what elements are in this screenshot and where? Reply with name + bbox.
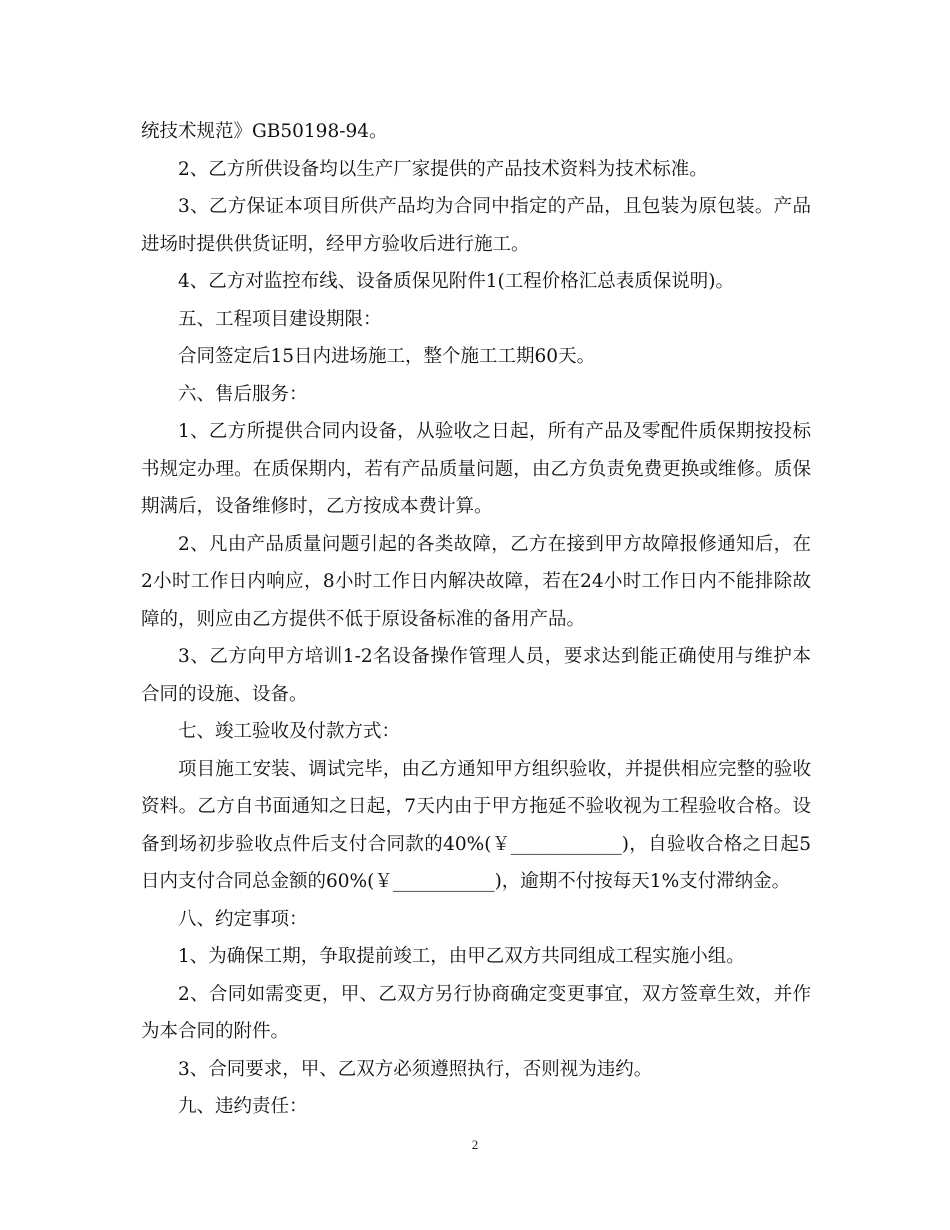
paragraph-warranty-attachment: 4、乙方对监控布线、设备质保见附件1(工程价格汇总表质保说明)。	[178, 271, 734, 292]
paragraph-construction-schedule: 合同签定后15日内进场施工，整个施工工期60天。	[178, 346, 596, 367]
paragraph-warranty-period: 1、乙方所提供合同内设备，从验收之日起，所有产品及零配件质保期按投标书规定办理。在质保期内，若有产品质量问题，由乙方负责免费更换或维修。质保期满后，设备维修时，乙方按成本费计算。	[141, 421, 811, 517]
paragraph-product-guarantee: 3、乙方保证本项目所供产品均为合同中指定的产品，且包装为原包装。产品进场时提供供货证明，经甲方验收后进行施工。	[141, 196, 811, 255]
paragraph-acceptance-payment-terms: 项目施工安装、调试完毕，由乙方通知甲方组织验收，并提供相应完整的验收资料。乙方自书面通知之日起，7天内由于甲方拖延不验收视为工程验收合格。设备到场初步验收点件后支付合同款的40%(￥____________)，自验收合格之日起5日内支付合同总金额的60%(￥___________)，逾期不付按每天1%支付滞纳金。	[141, 758, 811, 892]
section-heading-agreed-matters: 八、约定事项：	[178, 908, 308, 930]
paragraph-contract-changes: 2、合同如需变更，甲、乙双方另行协商确定变更事宜，双方签章生效，并作为本合同的附件。	[141, 983, 811, 1042]
paragraph-standard-reference: 统技术规范》GB50198-94。	[141, 121, 388, 142]
page-number: 2	[471, 1137, 479, 1152]
paragraph-project-team: 1、为确保工期，争取提前竣工，由甲乙双方共同组成工程实施小组。	[178, 946, 745, 967]
section-heading-acceptance-payment: 七、竣工验收及付款方式：	[178, 721, 401, 742]
section-heading-after-sales: 六、售后服务：	[178, 383, 308, 405]
document-body	[141, 113, 811, 1126]
paragraph-technical-standard: 2、乙方所供设备均以生产厂家提供的产品技术资料为技术标准。	[178, 158, 708, 180]
section-heading-construction-period: 五、工程项目建设期限：	[178, 308, 382, 330]
paragraph-staff-training: 3、乙方向甲方培训1-2名设备操作管理人员，要求达到能正确使用与维护本合同的设施、设备。	[141, 646, 811, 705]
paragraph-compliance: 3、合同要求，甲、乙双方必须遵照执行，否则视为违约。	[178, 1058, 653, 1080]
section-heading-liability: 九、违约责任：	[178, 1096, 308, 1117]
paragraph-fault-response: 2、凡由产品质量问题引起的各类故障，乙方在接到甲方故障报修通知后，在2小时工作日内响应，8小时工作日内解决故障，若在24小时工作日内不能排除故障的，则应由乙方提供不低于原设备标准的备用产品。	[141, 533, 811, 630]
